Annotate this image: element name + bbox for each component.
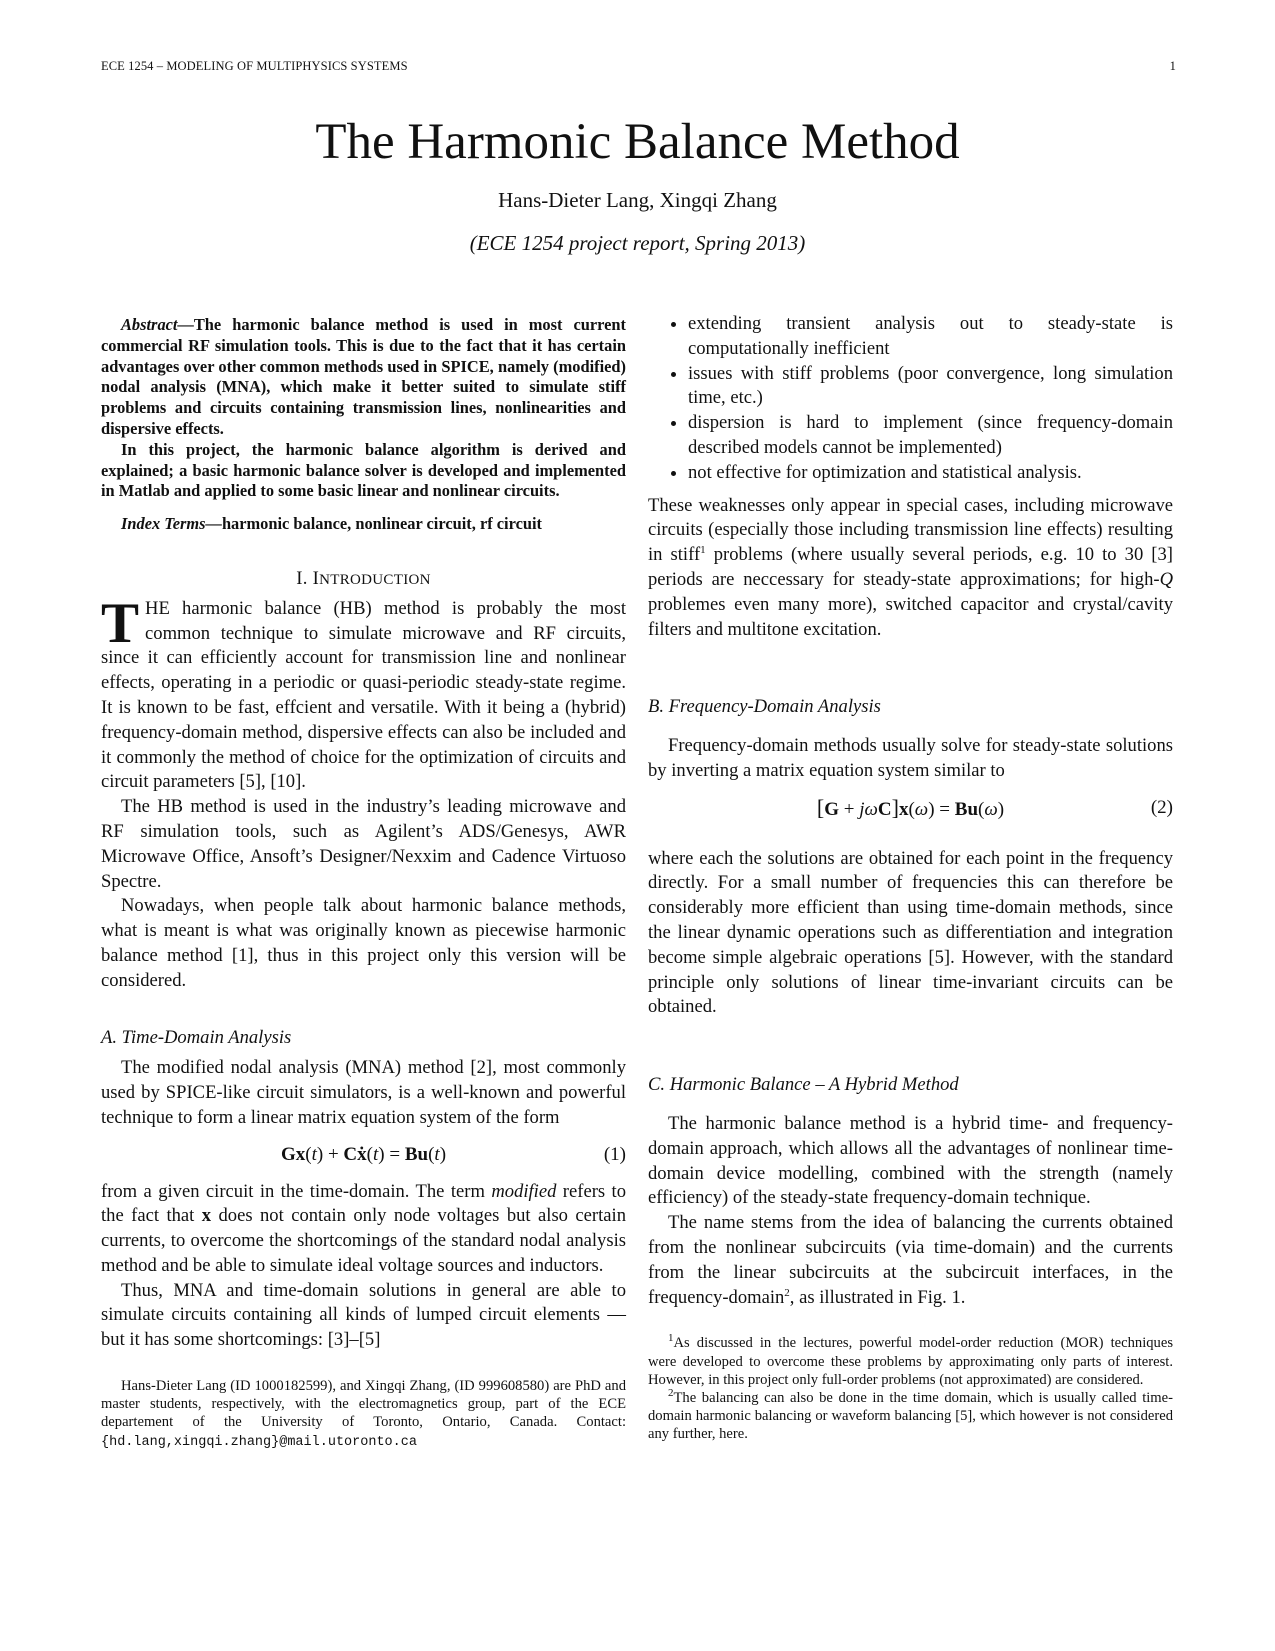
subsection-heading-frequency-domain: B. Frequency-Domain Analysis	[648, 696, 881, 718]
dropcap-letter: T	[101, 591, 140, 655]
abstract	[101, 315, 626, 502]
subsection-heading-time-domain: A. Time-Domain Analysis	[101, 1026, 292, 1048]
page-number: 1	[1169, 59, 1176, 73]
contact-email: {hd.lang,xingqi.zhang}@mail.utoronto.ca	[101, 1434, 417, 1450]
frequency-domain-p2: where each the solutions are obtained for each point in the frequency directly. For a small number of frequencies this can therefore be considerably more efficient than using time-domain methods, since the linear dynamic operations such as differentiation and integration become simple algebraic operations [5]. However, with the standard principle only solutions of linear time-invariant circuits can be obtained.	[648, 847, 1173, 1018]
time-domain-p3: Thus, MNA and time-domain solutions in general are able to simulate circuits containing all kinds of lumped circuit elements — but it has some shortcomings: [3]–[5]	[101, 1279, 626, 1351]
footnote-2: $^2$The balancing can also be done in the time domain, which is usually called time-domain harmonic balancing or waveform balancing [5], which however is not considered any further, here.	[648, 1387, 1173, 1443]
equation-1-body: Gx(t) + Cẋ(t) = Bu(t)	[280, 1143, 447, 1165]
abstract-p1: The harmonic balance method is used in most current commercial RF simulation tools. This is due to the fact that it has certain advantages over other common methods used in SPICE, namely (modified) nodal analysis (MNA), which make it better suited to simulate stiff problems and circuits containing transmission lines, nonlinearities and dispersive effects.	[101, 315, 626, 438]
harmonic-balance-p1: The harmonic balance method is a hybrid time- and frequency-domain approach, which allows all the advantages of nonlinear time-domain device modelling, combined with the strength (namely efficiency) of the steady-state frequency-domain technique.	[648, 1112, 1173, 1209]
right-column	[648, 312, 1173, 1444]
subsection-heading-harmonic-balance: C. Harmonic Balance – A Hybrid Method	[648, 1074, 959, 1096]
abstract-p2: In this project, the harmonic balance algorithm is derived and explained; a basic harmonic balance solver is developed and implemented in Matlab and applied to some basic linear and nonlinear circuits.	[101, 439, 626, 501]
paper-authors: Hans-Dieter Lang, Xingqi Zhang	[498, 188, 777, 212]
equation-2-body: [G + jωC]x(ω) = Bu(ω)	[816, 794, 1005, 820]
list-item: • not effective for optimization and statistical analysis.	[688, 461, 1173, 486]
footnotes	[648, 1334, 1173, 1443]
list-item: • issues with stiff problems (poor convergence, long simulation time, etc.)	[688, 362, 1173, 412]
equation-1-number: (1)	[603, 1143, 626, 1165]
equation-1	[101, 1143, 626, 1168]
section-heading-introduction: I. INTRODUCTION	[296, 567, 431, 589]
harmonic-balance-p2: The name stems from the idea of balancing the currents obtained from the nonlinear subcircuits (via time-domain) and the currents from the linear subcircuits at the subcircuit interfaces, in the frequency-domain$^2$, as illustrated in Fig. 1.	[648, 1212, 1173, 1308]
abstract-label: Abstract—	[121, 315, 194, 334]
time-domain-p1: The modified nodal analysis (MNA) method [2], most commonly used by SPICE-like circuit simulators, is a well-known and powerful technique to form a linear matrix equation system of the form	[101, 1057, 626, 1128]
list-item: • extending transient analysis out to steady-state is computationally inefficient	[688, 312, 1173, 362]
list-item: • dispersion is hard to implement (since frequency-domain described models cannot be implemented)	[688, 411, 1173, 461]
frequency-domain-p1: Frequency-domain methods usually solve for steady-state solutions by inverting a matrix equation system similar to	[648, 735, 1173, 781]
index-terms-label: Index Terms—	[121, 514, 222, 534]
shortcomings-list	[648, 312, 1173, 486]
paper-title: The Harmonic Balance Method	[315, 114, 960, 170]
footnote-1: $^1$As discussed in the lectures, powerful model-order reduction (MOR) techniques were developed to overcome these problems by approximating only parts of interest. However, in this project only full-order problems (not approximated) are considered.	[648, 1332, 1173, 1388]
time-domain-p2: from a given circuit in the time-domain. The term modified refers to the fact that x does not contain only node voltages but also certain currents, to overcome the shortcomings of the standard nodal analysis method and be able to simulate ideal voltage sources and inductors.	[101, 1180, 626, 1276]
intro-p3: Nowadays, when people talk about harmonic balance methods, what is meant is what was originally known as piecewise harmonic balance method [1], thus in this project only this version will be considered.	[101, 895, 626, 991]
author-footnote: Hans-Dieter Lang (ID 1000182599), and Xingqi Zhang, (ID 999608580) are PhD and master students, respectively, with the electromagnetics group, part of the ECE departement of the University of Toronto, Ontario, Canada. Contact: {hd.lang,xingqi.zhang}@mail.utoronto.ca	[101, 1378, 626, 1450]
running-title: ECE 1254 – MODELING OF MULTIPHYSICS SYSTEMS	[101, 59, 408, 73]
intro-p2: The HB method is used in the industry’s leading microwave and RF simulation tools, such as Agilent’s ADS/Genesys, AWR Microwave Office, Ansoft’s Designer/Nexxim and Cadence Virtuoso Spectre.	[101, 796, 626, 892]
weakness-paragraph: These weaknesses only appear in special cases, including microwave circuits (especially those including transmission line effects) resulting in stiff$^1$ problems (where usually several periods, e.g. 10 to 30 [3] periods are neccessary for steady-state approximations; for high-Q problemes even many more), switched capacitor and crystal/cavity filters and multitone excitation.	[648, 494, 1173, 640]
footnote-ref-2: 2	[784, 1286, 790, 1299]
index-terms	[101, 514, 626, 535]
running-head	[101, 59, 1176, 74]
intro-p1: THE harmonic balance (HB) method is probably the most common technique to simulate microwave and RF circuits, since it can efficiently account for transmission line and nonlinear effects, operating in a periodic or quasi-periodic steady-state regime. It is known to be fast, effcient and versatile. With it being a (hybrid) frequency-domain method, dispersive effects can also be included and it commonly the method of choice for the optimization of circuits and circuit parameters [5], [10].	[101, 591, 626, 793]
equation-2-number: (2)	[1150, 796, 1173, 818]
left-column	[101, 315, 626, 1452]
index-terms-text: harmonic balance, nonlinear circuit, rf circuit	[221, 514, 542, 534]
paper-subtitle: (ECE 1254 project report, Spring 2013)	[469, 231, 806, 255]
equation-2	[648, 796, 1173, 823]
footnote-ref-1: 1	[700, 543, 706, 556]
